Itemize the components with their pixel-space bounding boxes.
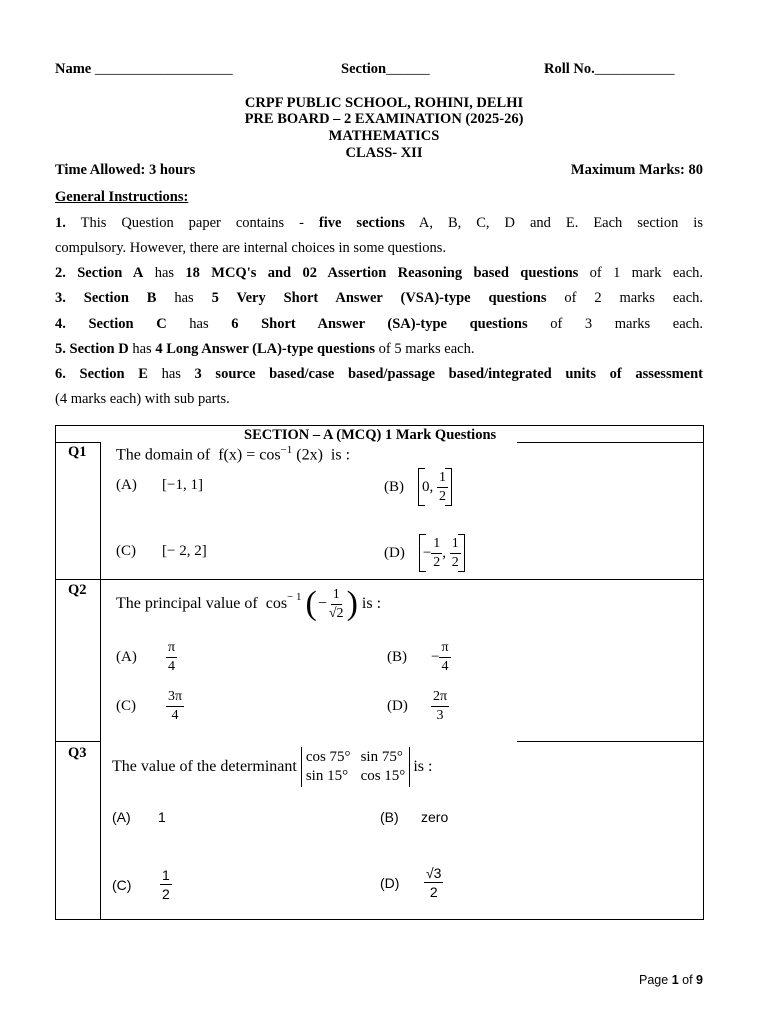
roll-field: [544, 61, 675, 78]
section-field: [341, 61, 430, 78]
exam-title: PRE BOARD – 2 EXAMINATION (2025-26): [244, 111, 524, 127]
name-label: Name: [55, 61, 92, 77]
q3-label: Q3: [68, 745, 87, 761]
instruction-2: 2. Section A has 18 MCQ's and 02 Assertion Reasoning based questions of 1 mark each.: [55, 265, 704, 281]
section-blank: ______: [386, 61, 430, 77]
determinant-matrix: cos 75° sin 75° sin 15° cos 15°: [301, 747, 411, 787]
q3-option-a[interactable]: (A) 1: [112, 809, 166, 825]
q2-option-d[interactable]: (D) $\frac{2\pi}{3}$: [387, 689, 448, 723]
name-field: [55, 61, 233, 78]
q1-option-b[interactable]: (B) 0, $\frac{1}{2}$: [384, 468, 452, 506]
instructions-heading: General Instructions:: [55, 189, 189, 205]
roll-blank: ___________: [594, 61, 675, 77]
q3-option-d[interactable]: (D) $\frac{√3}{2}$: [380, 865, 442, 900]
q1-option-c[interactable]: (C) [− 2, 2]: [116, 543, 207, 559]
page-number: Page 1 of 9: [639, 973, 703, 987]
q2-option-c[interactable]: (C) $\frac{3\pi}{4}$: [116, 689, 183, 723]
instruction-5: 5. Section D has 4 Long Answer (LA)-type questions of 5 marks each.: [55, 341, 475, 357]
q2-option-a[interactable]: (A) $\frac{\pi}{4}$: [116, 640, 176, 674]
instruction-4: 4. Section C has 6 Short Answer (SA)-type questions of 3 marks each.: [55, 316, 703, 332]
q1-stem: The domain of $f(x) = \cos^{-1} (2x)$ is :: [116, 444, 351, 464]
instruction-1: 1. This Question paper contains - five sections A, B, C, D and E. Each section is: [55, 215, 703, 231]
q1-option-a[interactable]: (A) [−1, 1]: [116, 477, 203, 493]
q1-label: Q1: [68, 444, 87, 460]
section-label: Section: [341, 61, 387, 77]
q2-label: Q2: [68, 582, 87, 598]
subject-title: MATHEMATICS: [328, 128, 440, 144]
roll-label: Roll No.: [544, 61, 595, 77]
q3-stem: The value of the determinant cos 75° sin 75° sin 15° cos 15° is :: [112, 747, 432, 787]
name-blank: ___________________: [94, 61, 233, 77]
maximum-marks: Maximum Marks: 80: [570, 162, 703, 178]
q2-option-b[interactable]: (B) − $\frac{\pi}{4}$: [387, 640, 449, 674]
instruction-1-cont: compulsory. However, there are internal choices in some questions.: [55, 240, 447, 256]
section-a-title: SECTION – A (MCQ) 1 Mark Questions: [244, 427, 497, 443]
q3-option-b[interactable]: (B) zero: [380, 809, 449, 825]
instruction-6-cont: (4 marks each) with sub parts.: [55, 391, 230, 407]
q2-stem: The principal value of cos $^{- 1}$ ( − $\frac{1}{√2}$ ) is :: [116, 585, 382, 622]
school-name: CRPF PUBLIC SCHOOL, ROHINI, DELHI: [244, 95, 524, 111]
class-title: CLASS- XII: [345, 145, 423, 161]
q1-option-d[interactable]: (D) − $\frac{1}{2}$ , $\frac{1}{2}$: [384, 534, 465, 572]
instruction-3: 3. Section B has 5 Very Short Answer (VSA)-type questions of 2 marks each.: [55, 290, 703, 306]
q3-option-c[interactable]: (C) $\frac{1}{2}$: [112, 867, 170, 902]
time-allowed: Time Allowed: 3 hours: [55, 162, 196, 178]
instruction-6: 6. Section E has 3 source based/case based/passage based/integrated units of assessment: [55, 366, 703, 382]
